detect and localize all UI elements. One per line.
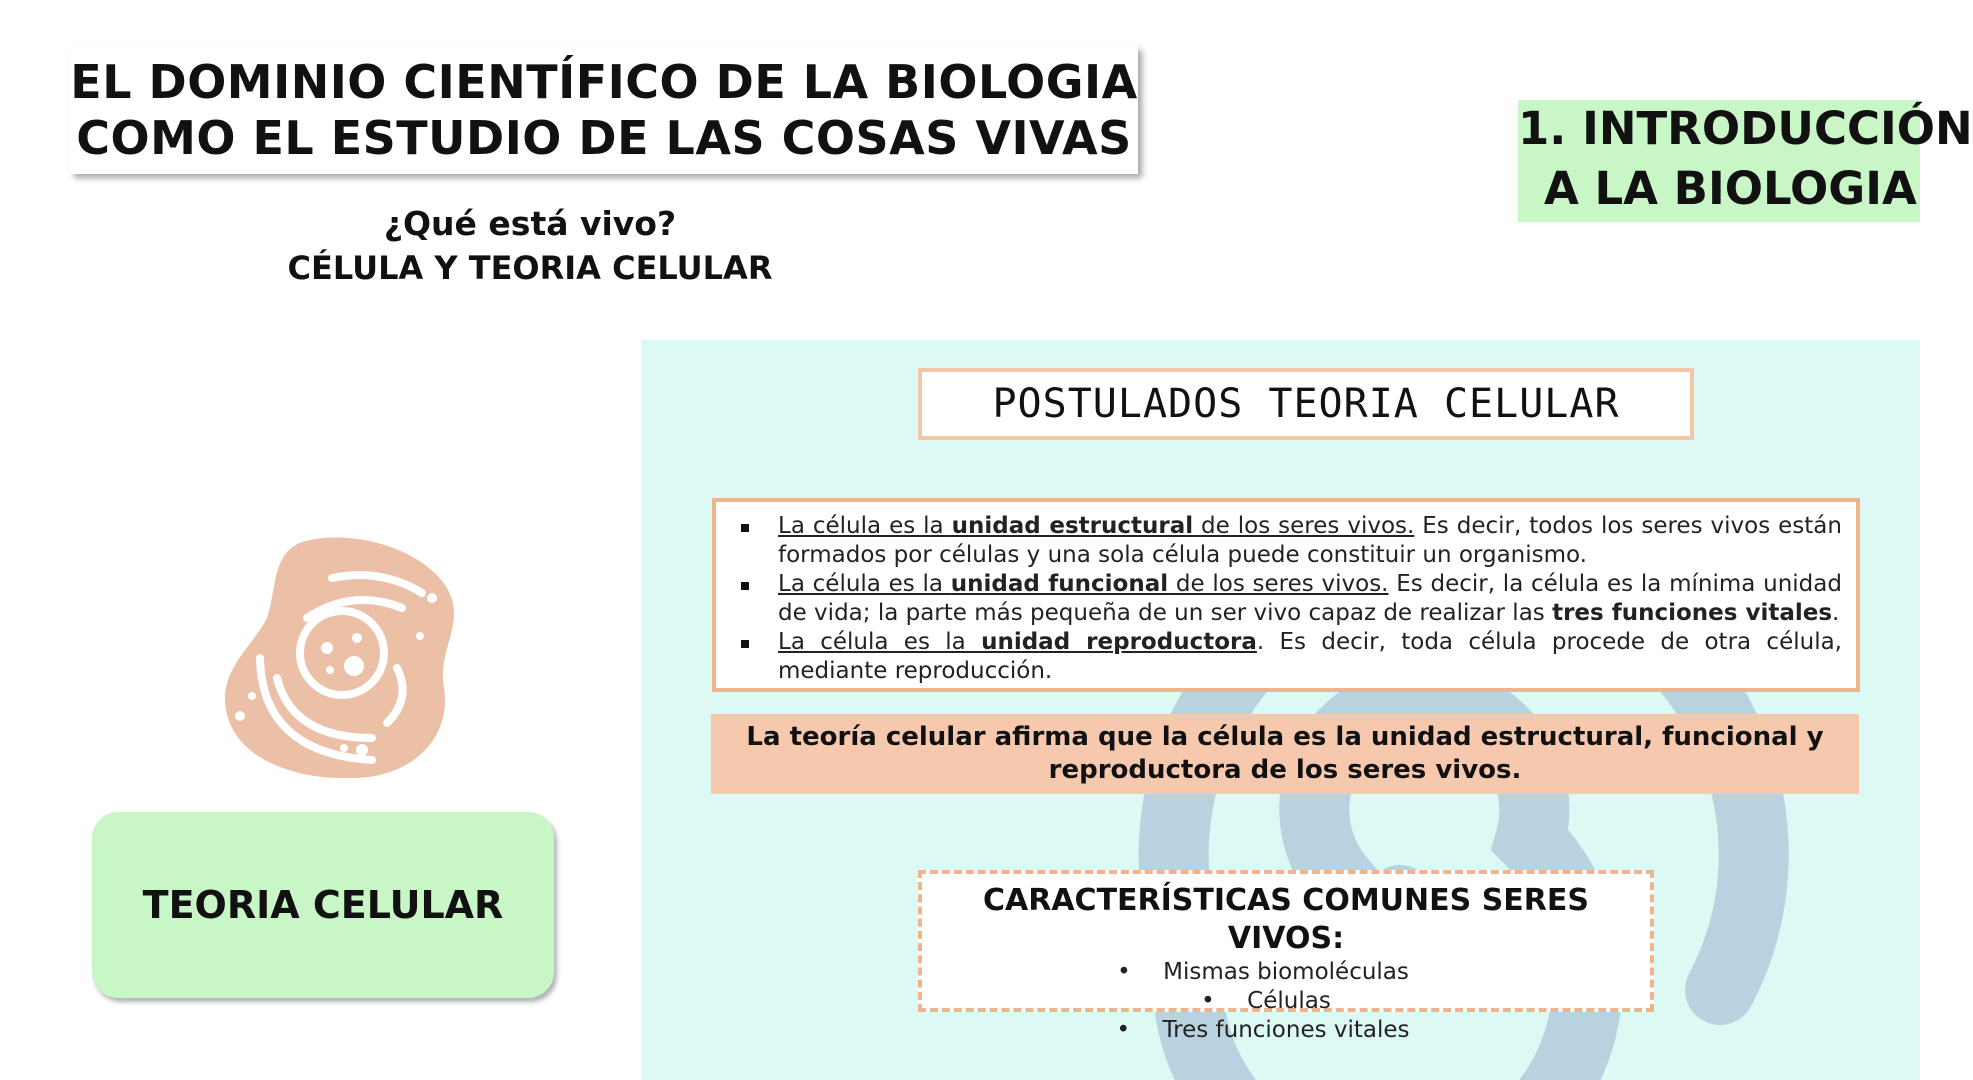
postulados-title: POSTULADOS TEORIA CELULAR xyxy=(918,368,1694,440)
subtitle-question: ¿Qué está vivo? xyxy=(383,204,677,243)
caracteristicas-box xyxy=(918,870,1654,1043)
theory-statement xyxy=(711,714,1859,794)
postulado-lead: La célula es la xyxy=(778,571,951,597)
postulado-rest: Es decir, la célula es la mínima unidad de vida; la parte más pequeña de un ser vivo capaz de realizar las xyxy=(778,571,1842,626)
title-line-2: COMO EL ESTUDIO DE LAS COSAS VIVAS xyxy=(76,111,1132,165)
postulado-tail: de los seres vivos. xyxy=(1168,571,1389,597)
caracteristica-item: • Células xyxy=(1247,987,1331,1016)
postulado-key: unidad estructural xyxy=(951,513,1194,539)
subtitle-topic: CÉLULA Y TEORIA CELULAR xyxy=(287,249,773,287)
section-badge-line-2: A LA BIOLOGIA xyxy=(1544,162,1917,215)
section-badge xyxy=(1518,100,1973,222)
postulado-item xyxy=(736,628,1842,686)
postulado-item xyxy=(736,512,1842,570)
cell-icon xyxy=(222,538,458,782)
title-line-1: EL DOMINIO CIENTÍFICO DE LA BIOLOGIA xyxy=(70,55,1138,109)
postulado-tail: de los seres vivos. xyxy=(1193,513,1415,539)
caracteristicas-title: CARACTERÍSTICAS COMUNES SERES VIVOS: xyxy=(983,883,1589,956)
teoria-celular-button[interactable]: TEORIA CELULAR xyxy=(92,812,554,998)
postulado-key: unidad reproductora xyxy=(981,629,1257,655)
postulado-rest: Es decir, todos los seres vivos están formados por células y una sola célula puede constituir un organismo. xyxy=(778,513,1842,568)
postulados-list xyxy=(712,498,1860,692)
postulado-bold-end: tres funciones vitales xyxy=(1552,600,1833,626)
postulado-lead: La célula es la xyxy=(778,513,952,539)
postulado-lead: La célula es la xyxy=(778,629,982,655)
postulado-end: . xyxy=(1832,600,1840,626)
postulado-key: unidad funcional xyxy=(950,571,1169,597)
statement-line-1: La teoría celular afirma que la célula es la unidad estructural, funcional y xyxy=(746,722,1824,752)
title-box xyxy=(70,46,1138,174)
subtitle xyxy=(280,202,780,290)
statement-line-2: reproductora de los seres vivos. xyxy=(1048,755,1522,785)
postulado-item xyxy=(736,570,1842,628)
caracteristica-item: • Mismas biomoléculas xyxy=(1163,958,1409,987)
postulado-rest: . Es decir, toda célula procede de otra célula, mediante reproducción. xyxy=(778,629,1842,684)
section-badge-line-1: 1. INTRODUCCIÓN xyxy=(1518,102,1973,155)
caracteristica-item: • Tres funciones vitales xyxy=(1162,1016,1409,1045)
